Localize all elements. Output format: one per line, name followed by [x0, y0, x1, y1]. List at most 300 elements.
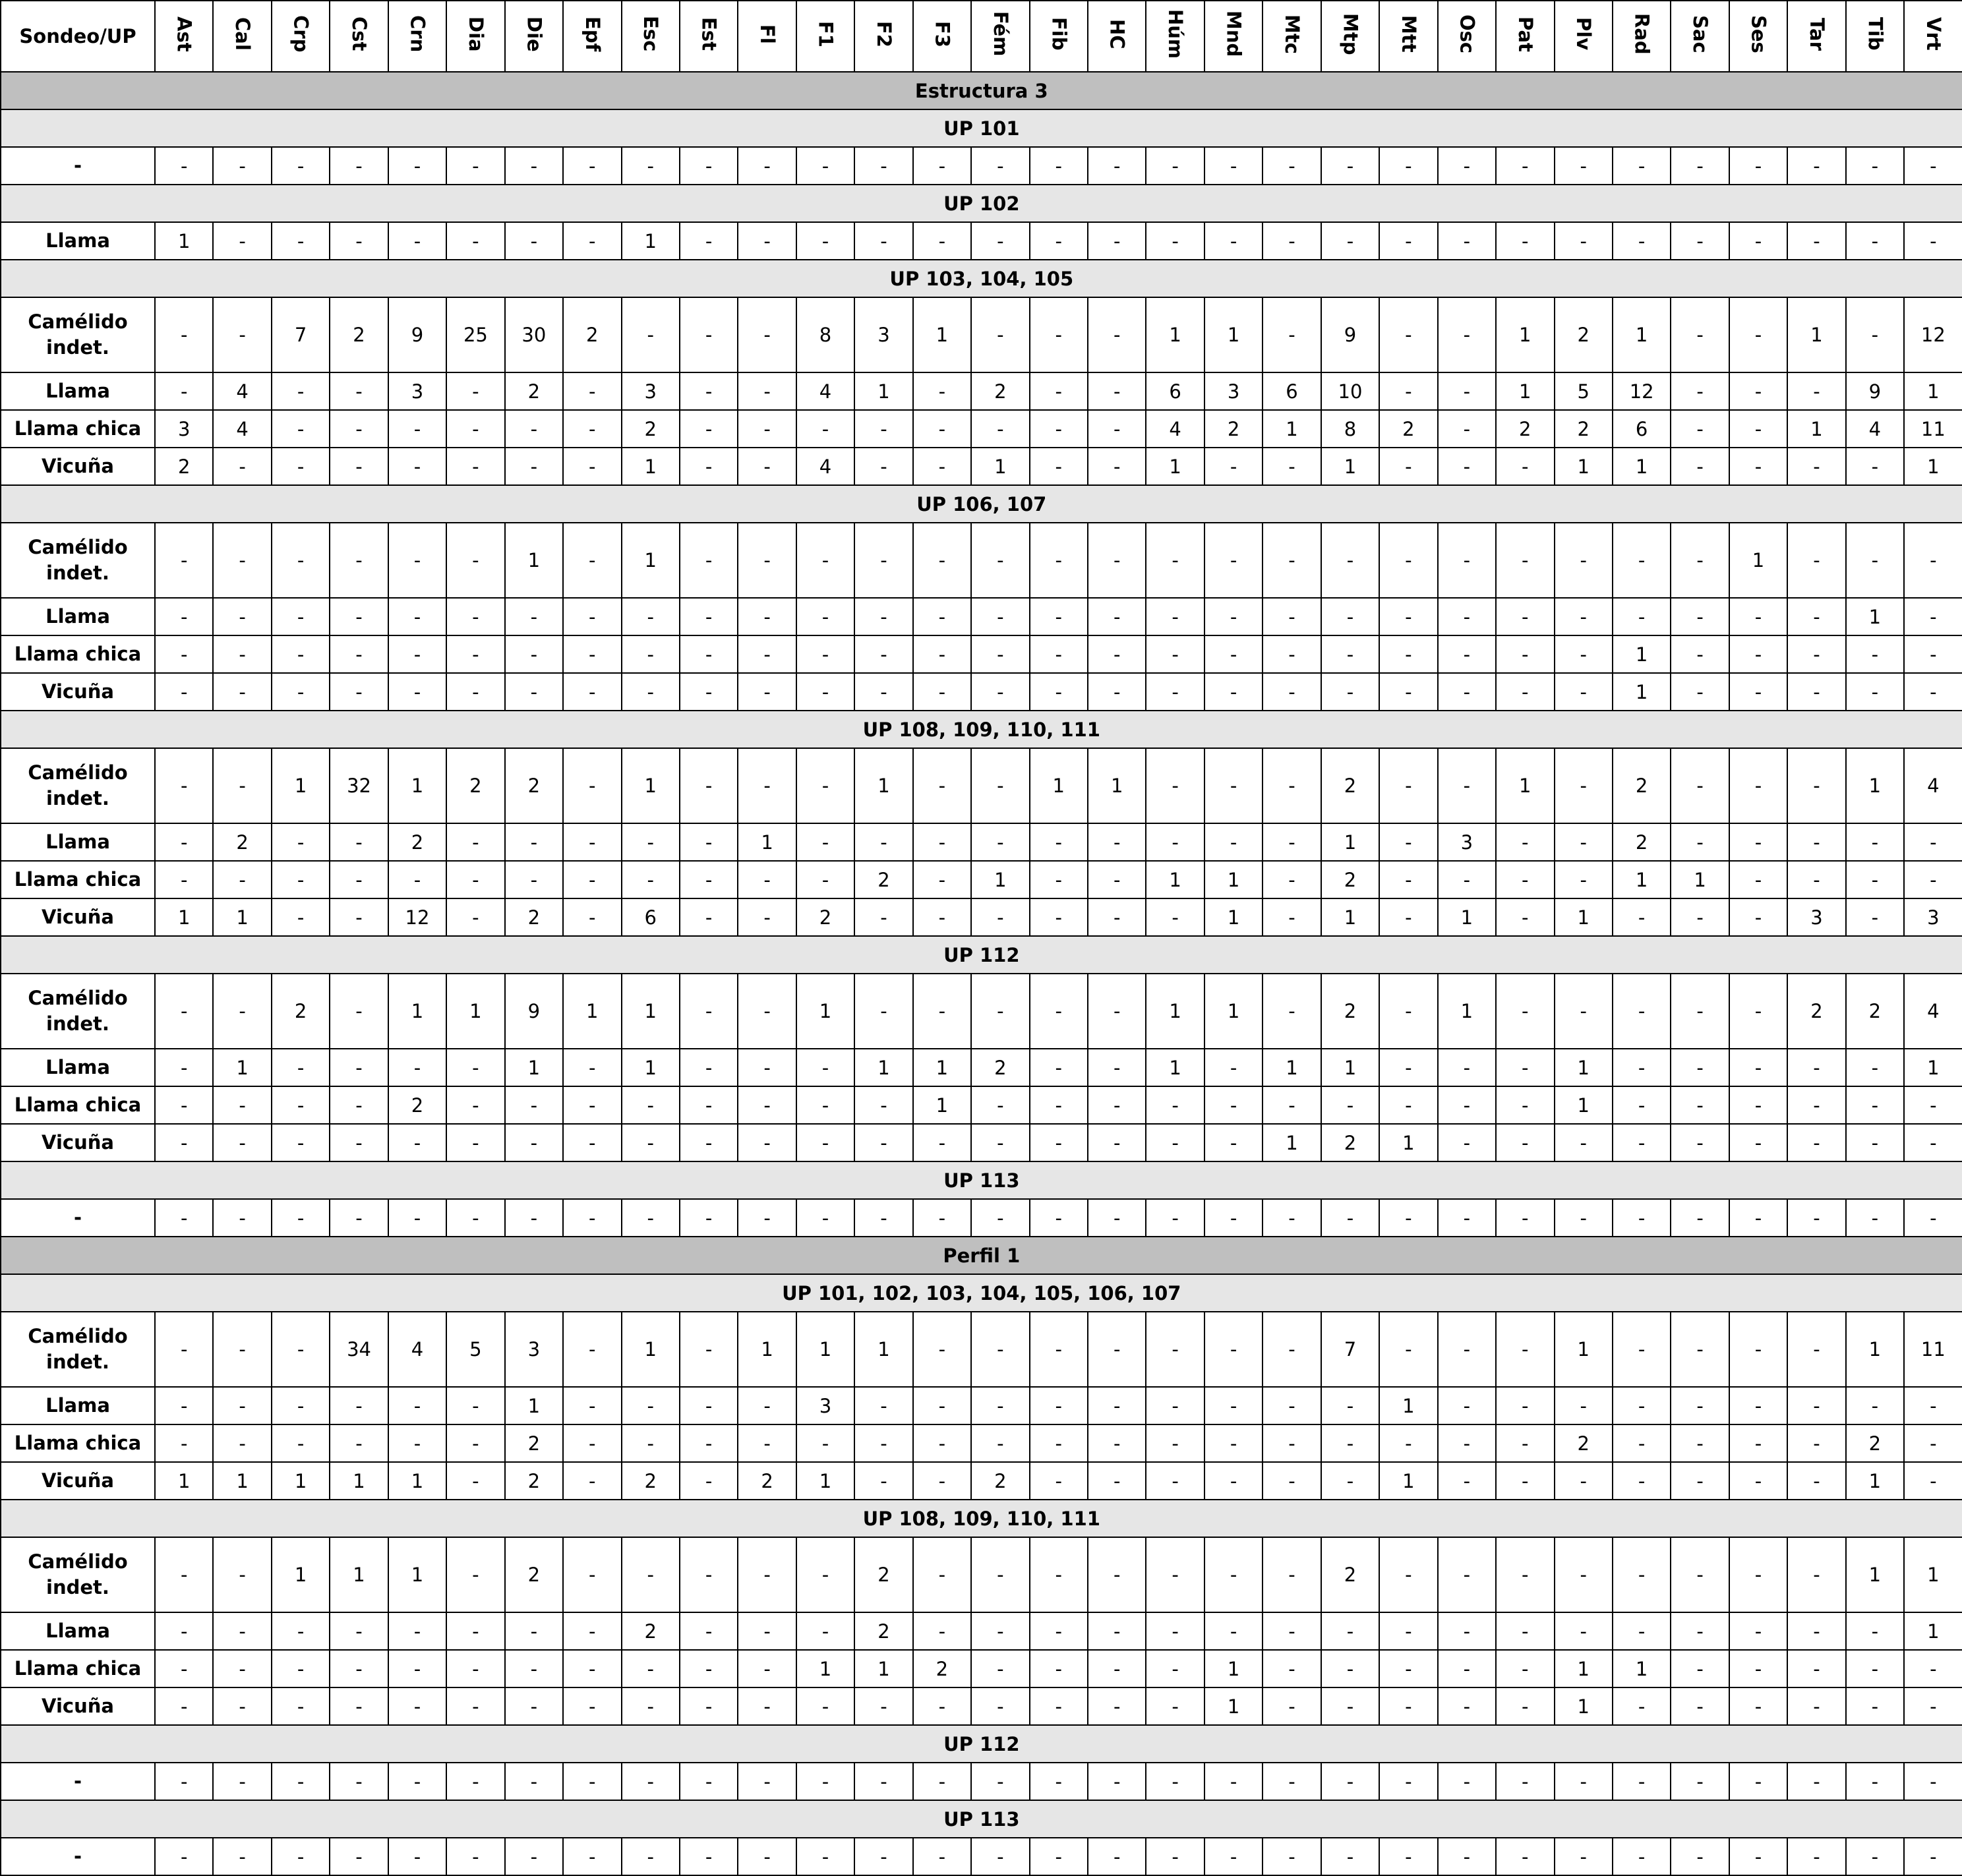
- value-cell: -: [622, 1124, 680, 1161]
- value-cell: -: [1671, 147, 1729, 185]
- value-cell: -: [563, 598, 621, 635]
- value-cell: -: [971, 823, 1029, 861]
- value-cell: -: [330, 861, 388, 898]
- value-cell: 1: [1496, 372, 1554, 410]
- value-cell: -: [971, 1687, 1029, 1725]
- value-cell: -: [1030, 1687, 1088, 1725]
- value-cell: -: [1904, 1763, 1962, 1800]
- row-label: Vicuña: [1, 673, 155, 711]
- value-cell: 1: [272, 1462, 330, 1500]
- value-cell: -: [680, 1199, 738, 1237]
- value-cell: -: [1613, 898, 1671, 936]
- value-cell: -: [563, 1199, 621, 1237]
- value-cell: -: [1613, 147, 1671, 185]
- value-cell: 11: [1904, 410, 1962, 448]
- value-cell: -: [1496, 1199, 1554, 1237]
- value-cell: -: [1030, 1838, 1088, 1875]
- value-cell: -: [272, 1687, 330, 1725]
- header-col: [1321, 1, 1379, 72]
- value-cell: -: [1787, 1462, 1845, 1500]
- value-cell: -: [1496, 1312, 1554, 1387]
- value-cell: -: [854, 673, 912, 711]
- value-cell: -: [1787, 1612, 1845, 1650]
- value-cell: -: [854, 1462, 912, 1500]
- value-cell: -: [1613, 1537, 1671, 1612]
- value-cell: -: [1030, 974, 1088, 1049]
- value-cell: 1: [1787, 410, 1845, 448]
- value-cell: -: [505, 673, 563, 711]
- table-row: [1, 448, 1962, 485]
- value-cell: -: [1496, 1763, 1554, 1800]
- value-cell: 1: [388, 974, 446, 1049]
- value-cell: -: [971, 147, 1029, 185]
- value-cell: -: [505, 598, 563, 635]
- value-cell: -: [1088, 974, 1146, 1049]
- value-cell: -: [388, 222, 446, 260]
- row-label: Llama chica: [1, 861, 155, 898]
- value-cell: -: [1729, 1312, 1787, 1387]
- header-col-label: Crn: [406, 15, 429, 53]
- value-cell: 1: [1496, 748, 1554, 823]
- value-cell: -: [1379, 1612, 1437, 1650]
- value-cell: 1: [1555, 898, 1613, 936]
- value-cell: -: [1146, 1838, 1204, 1875]
- value-cell: -: [388, 1199, 446, 1237]
- value-cell: -: [1787, 1424, 1845, 1462]
- value-cell: 1: [388, 1537, 446, 1612]
- row-label: Llama chica: [1, 635, 155, 673]
- value-cell: 1: [913, 297, 971, 372]
- value-cell: 2: [854, 1612, 912, 1650]
- value-cell: -: [680, 861, 738, 898]
- header-col-label: Ses: [1747, 15, 1770, 53]
- value-cell: -: [1787, 673, 1845, 711]
- value-cell: -: [1438, 635, 1496, 673]
- value-cell: -: [913, 372, 971, 410]
- table-row: [1, 861, 1962, 898]
- value-cell: -: [1146, 1424, 1204, 1462]
- value-cell: -: [1787, 1763, 1845, 1800]
- value-cell: -: [1379, 1049, 1437, 1086]
- value-cell: -: [1088, 1838, 1146, 1875]
- value-cell: -: [1321, 673, 1379, 711]
- value-cell: -: [1904, 222, 1962, 260]
- value-cell: -: [1146, 1687, 1204, 1725]
- value-cell: -: [1204, 598, 1263, 635]
- value-cell: -: [272, 1199, 330, 1237]
- value-cell: -: [1263, 861, 1321, 898]
- value-cell: -: [1030, 523, 1088, 598]
- value-cell: -: [1379, 222, 1437, 260]
- value-cell: 1: [971, 861, 1029, 898]
- value-cell: 1: [1846, 748, 1904, 823]
- row-label: Camélido indet.: [1, 523, 155, 598]
- value-cell: -: [854, 523, 912, 598]
- value-cell: -: [1088, 1612, 1146, 1650]
- value-cell: -: [1379, 748, 1437, 823]
- value-cell: -: [1729, 1199, 1787, 1237]
- value-cell: -: [505, 1199, 563, 1237]
- value-cell: -: [738, 1199, 796, 1237]
- value-cell: -: [213, 673, 271, 711]
- value-cell: -: [1555, 1763, 1613, 1800]
- value-cell: -: [854, 1838, 912, 1875]
- value-cell: -: [1671, 1312, 1729, 1387]
- value-cell: -: [1729, 974, 1787, 1049]
- value-cell: -: [155, 1650, 213, 1687]
- value-cell: -: [1263, 1462, 1321, 1500]
- value-cell: 1: [1904, 1537, 1962, 1612]
- value-cell: -: [1088, 1199, 1146, 1237]
- value-cell: 4: [388, 1312, 446, 1387]
- value-cell: -: [680, 372, 738, 410]
- value-cell: -: [563, 1462, 621, 1500]
- row-label: Vicuña: [1, 898, 155, 936]
- value-cell: -: [505, 222, 563, 260]
- value-cell: -: [330, 1049, 388, 1086]
- value-cell: -: [1438, 1462, 1496, 1500]
- value-cell: 1: [1263, 1049, 1321, 1086]
- value-cell: 1: [1438, 898, 1496, 936]
- value-cell: 2: [1204, 410, 1263, 448]
- value-cell: 1: [913, 1049, 971, 1086]
- value-cell: -: [388, 861, 446, 898]
- value-cell: -: [1204, 1838, 1263, 1875]
- value-cell: -: [446, 1687, 504, 1725]
- value-cell: -: [213, 1086, 271, 1124]
- value-cell: 1: [854, 1650, 912, 1687]
- value-cell: -: [446, 1763, 504, 1800]
- up-row: [1, 1274, 1962, 1312]
- value-cell: -: [1263, 1838, 1321, 1875]
- value-cell: -: [738, 1537, 796, 1612]
- value-cell: -: [1030, 297, 1088, 372]
- value-cell: -: [1088, 898, 1146, 936]
- header-col: [1555, 1, 1613, 72]
- up-row: [1, 1161, 1962, 1199]
- value-cell: -: [563, 1424, 621, 1462]
- value-cell: 6: [1146, 372, 1204, 410]
- value-cell: -: [155, 1124, 213, 1161]
- header-col-label: F1: [814, 20, 837, 47]
- value-cell: -: [1904, 1650, 1962, 1687]
- value-cell: -: [796, 1049, 854, 1086]
- header-col: [1030, 1, 1088, 72]
- value-cell: -: [1671, 1424, 1729, 1462]
- value-cell: -: [1146, 523, 1204, 598]
- value-cell: -: [330, 410, 388, 448]
- value-cell: 1: [1146, 974, 1204, 1049]
- header-col: [1787, 1, 1845, 72]
- value-cell: -: [1787, 823, 1845, 861]
- value-cell: -: [680, 823, 738, 861]
- value-cell: -: [1729, 297, 1787, 372]
- value-cell: -: [272, 861, 330, 898]
- value-cell: -: [1030, 673, 1088, 711]
- value-cell: -: [680, 410, 738, 448]
- value-cell: -: [1438, 297, 1496, 372]
- value-cell: -: [1263, 1424, 1321, 1462]
- value-cell: -: [738, 448, 796, 485]
- value-cell: 1: [1613, 861, 1671, 898]
- table-row: [1, 1612, 1962, 1650]
- value-cell: 1: [155, 222, 213, 260]
- value-cell: -: [854, 898, 912, 936]
- value-cell: -: [1204, 748, 1263, 823]
- value-cell: 12: [1904, 297, 1962, 372]
- up-row: [1, 936, 1962, 974]
- value-cell: 9: [505, 974, 563, 1049]
- value-cell: -: [738, 673, 796, 711]
- up-row: [1, 109, 1962, 147]
- value-cell: -: [388, 1612, 446, 1650]
- table-row: [1, 635, 1962, 673]
- value-cell: -: [738, 748, 796, 823]
- value-cell: -: [680, 1462, 738, 1500]
- value-cell: -: [913, 1199, 971, 1237]
- value-cell: -: [1787, 147, 1845, 185]
- value-cell: -: [1846, 1086, 1904, 1124]
- value-cell: -: [854, 1424, 912, 1462]
- value-cell: -: [1263, 448, 1321, 485]
- value-cell: 8: [1321, 410, 1379, 448]
- value-cell: -: [446, 410, 504, 448]
- value-cell: -: [155, 1612, 213, 1650]
- up-row: [1, 711, 1962, 748]
- value-cell: -: [796, 598, 854, 635]
- value-cell: -: [680, 1537, 738, 1612]
- value-cell: -: [446, 448, 504, 485]
- header-col-label: Est: [698, 17, 721, 51]
- value-cell: -: [1321, 1462, 1379, 1500]
- value-cell: -: [155, 523, 213, 598]
- value-cell: 1: [505, 1049, 563, 1086]
- value-cell: -: [738, 410, 796, 448]
- value-cell: -: [1438, 1424, 1496, 1462]
- table-row: [1, 297, 1962, 372]
- header-col: [854, 1, 912, 72]
- value-cell: 2: [213, 823, 271, 861]
- value-cell: -: [1729, 598, 1787, 635]
- value-cell: -: [388, 1049, 446, 1086]
- value-cell: 2: [1555, 297, 1613, 372]
- value-cell: -: [1729, 823, 1787, 861]
- value-cell: -: [1379, 861, 1437, 898]
- value-cell: -: [388, 1424, 446, 1462]
- value-cell: -: [854, 1124, 912, 1161]
- value-cell: -: [1555, 1838, 1613, 1875]
- value-cell: -: [854, 1763, 912, 1800]
- value-cell: -: [1379, 635, 1437, 673]
- value-cell: 12: [1613, 372, 1671, 410]
- value-cell: -: [1613, 1838, 1671, 1875]
- table-row: [1, 372, 1962, 410]
- value-cell: -: [913, 410, 971, 448]
- value-cell: -: [1729, 1049, 1787, 1086]
- value-cell: -: [1088, 1687, 1146, 1725]
- value-cell: -: [1787, 635, 1845, 673]
- value-cell: -: [1438, 1086, 1496, 1124]
- value-cell: -: [1787, 861, 1845, 898]
- value-cell: 1: [854, 372, 912, 410]
- value-cell: -: [680, 147, 738, 185]
- value-cell: 1: [738, 823, 796, 861]
- value-cell: -: [622, 635, 680, 673]
- value-cell: -: [1729, 898, 1787, 936]
- value-cell: -: [505, 1124, 563, 1161]
- header-col-label: Plv: [1572, 17, 1595, 51]
- value-cell: 1: [1787, 297, 1845, 372]
- value-cell: -: [1846, 823, 1904, 861]
- value-cell: -: [1555, 1387, 1613, 1424]
- value-cell: -: [796, 523, 854, 598]
- value-cell: -: [155, 748, 213, 823]
- value-cell: -: [330, 635, 388, 673]
- value-cell: 2: [505, 898, 563, 936]
- value-cell: 2: [971, 372, 1029, 410]
- value-cell: -: [1613, 1049, 1671, 1086]
- header-sondeo-up: Sondeo/UP: [1, 1, 155, 72]
- value-cell: -: [1555, 635, 1613, 673]
- value-cell: 2: [1787, 974, 1845, 1049]
- value-cell: -: [1204, 823, 1263, 861]
- value-cell: -: [680, 1687, 738, 1725]
- value-cell: -: [213, 297, 271, 372]
- value-cell: 2: [505, 1424, 563, 1462]
- value-cell: -: [563, 1687, 621, 1725]
- value-cell: -: [738, 297, 796, 372]
- value-cell: 1: [1555, 1650, 1613, 1687]
- value-cell: -: [1321, 1086, 1379, 1124]
- value-cell: -: [213, 448, 271, 485]
- value-cell: 4: [213, 372, 271, 410]
- header-col-label: Esc: [639, 16, 663, 52]
- value-cell: -: [971, 297, 1029, 372]
- value-cell: -: [1904, 598, 1962, 635]
- value-cell: -: [505, 147, 563, 185]
- value-cell: -: [330, 1687, 388, 1725]
- value-cell: -: [1379, 448, 1437, 485]
- row-label: Camélido indet.: [1, 297, 155, 372]
- value-cell: 3: [1204, 372, 1263, 410]
- value-cell: -: [272, 1124, 330, 1161]
- value-cell: 1: [622, 748, 680, 823]
- value-cell: -: [1030, 1650, 1088, 1687]
- value-cell: -: [738, 147, 796, 185]
- value-cell: 2: [505, 1537, 563, 1612]
- value-cell: 3: [854, 297, 912, 372]
- value-cell: -: [1146, 1312, 1204, 1387]
- value-cell: -: [272, 1612, 330, 1650]
- value-cell: -: [854, 1199, 912, 1237]
- value-cell: -: [913, 598, 971, 635]
- value-cell: -: [680, 1763, 738, 1800]
- value-cell: -: [854, 410, 912, 448]
- value-cell: -: [155, 372, 213, 410]
- value-cell: 1: [1671, 861, 1729, 898]
- value-cell: -: [680, 1086, 738, 1124]
- value-cell: -: [563, 147, 621, 185]
- value-cell: -: [1438, 673, 1496, 711]
- value-cell: -: [738, 974, 796, 1049]
- value-cell: -: [272, 598, 330, 635]
- header-col: [388, 1, 446, 72]
- value-cell: -: [1379, 1424, 1437, 1462]
- up-title: UP 108, 109, 110, 111: [1, 711, 1962, 748]
- value-cell: -: [446, 861, 504, 898]
- value-cell: -: [1146, 1086, 1204, 1124]
- value-cell: 4: [1904, 974, 1962, 1049]
- value-cell: -: [1088, 1462, 1146, 1500]
- value-cell: -: [155, 1199, 213, 1237]
- value-cell: -: [913, 1612, 971, 1650]
- row-label: Llama: [1, 1387, 155, 1424]
- value-cell: -: [1496, 823, 1554, 861]
- value-cell: -: [1496, 598, 1554, 635]
- value-cell: -: [971, 1086, 1029, 1124]
- header-col: [1438, 1, 1496, 72]
- value-cell: 2: [1555, 1424, 1613, 1462]
- value-cell: -: [1263, 1387, 1321, 1424]
- value-cell: -: [1787, 598, 1845, 635]
- value-cell: -: [1846, 1838, 1904, 1875]
- value-cell: -: [563, 222, 621, 260]
- value-cell: -: [1321, 1650, 1379, 1687]
- value-cell: -: [1496, 898, 1554, 936]
- value-cell: -: [1030, 1424, 1088, 1462]
- value-cell: 1: [1204, 297, 1263, 372]
- value-cell: 1: [1321, 1049, 1379, 1086]
- value-cell: -: [1088, 861, 1146, 898]
- value-cell: -: [1846, 222, 1904, 260]
- value-cell: -: [272, 410, 330, 448]
- value-cell: -: [913, 147, 971, 185]
- header-col-label: Crp: [289, 15, 312, 53]
- value-cell: -: [1613, 1312, 1671, 1387]
- value-cell: -: [1613, 1199, 1671, 1237]
- value-cell: -: [1263, 523, 1321, 598]
- up-title: UP 113: [1, 1161, 1962, 1199]
- value-cell: 1: [1555, 1687, 1613, 1725]
- value-cell: -: [1904, 1387, 1962, 1424]
- value-cell: -: [1030, 898, 1088, 936]
- value-cell: -: [446, 1537, 504, 1612]
- value-cell: -: [563, 1312, 621, 1387]
- value-cell: -: [272, 523, 330, 598]
- value-cell: -: [1787, 523, 1845, 598]
- value-cell: -: [1496, 1537, 1554, 1612]
- value-cell: -: [1030, 823, 1088, 861]
- header-col-label: Epf: [581, 16, 604, 52]
- table-row: [1, 1124, 1962, 1161]
- value-cell: -: [330, 372, 388, 410]
- value-cell: 1: [854, 1049, 912, 1086]
- value-cell: -: [680, 748, 738, 823]
- value-cell: -: [1263, 598, 1321, 635]
- value-cell: -: [622, 861, 680, 898]
- header-col-label: Fib: [1048, 17, 1071, 51]
- header-col-label: Tar: [1805, 17, 1828, 51]
- header-col: [213, 1, 271, 72]
- value-cell: -: [1904, 147, 1962, 185]
- value-cell: -: [913, 448, 971, 485]
- value-cell: 2: [854, 1537, 912, 1612]
- value-cell: -: [330, 598, 388, 635]
- value-cell: -: [1729, 635, 1787, 673]
- value-cell: -: [1379, 823, 1437, 861]
- value-cell: -: [1613, 1424, 1671, 1462]
- table-row: [1, 748, 1962, 823]
